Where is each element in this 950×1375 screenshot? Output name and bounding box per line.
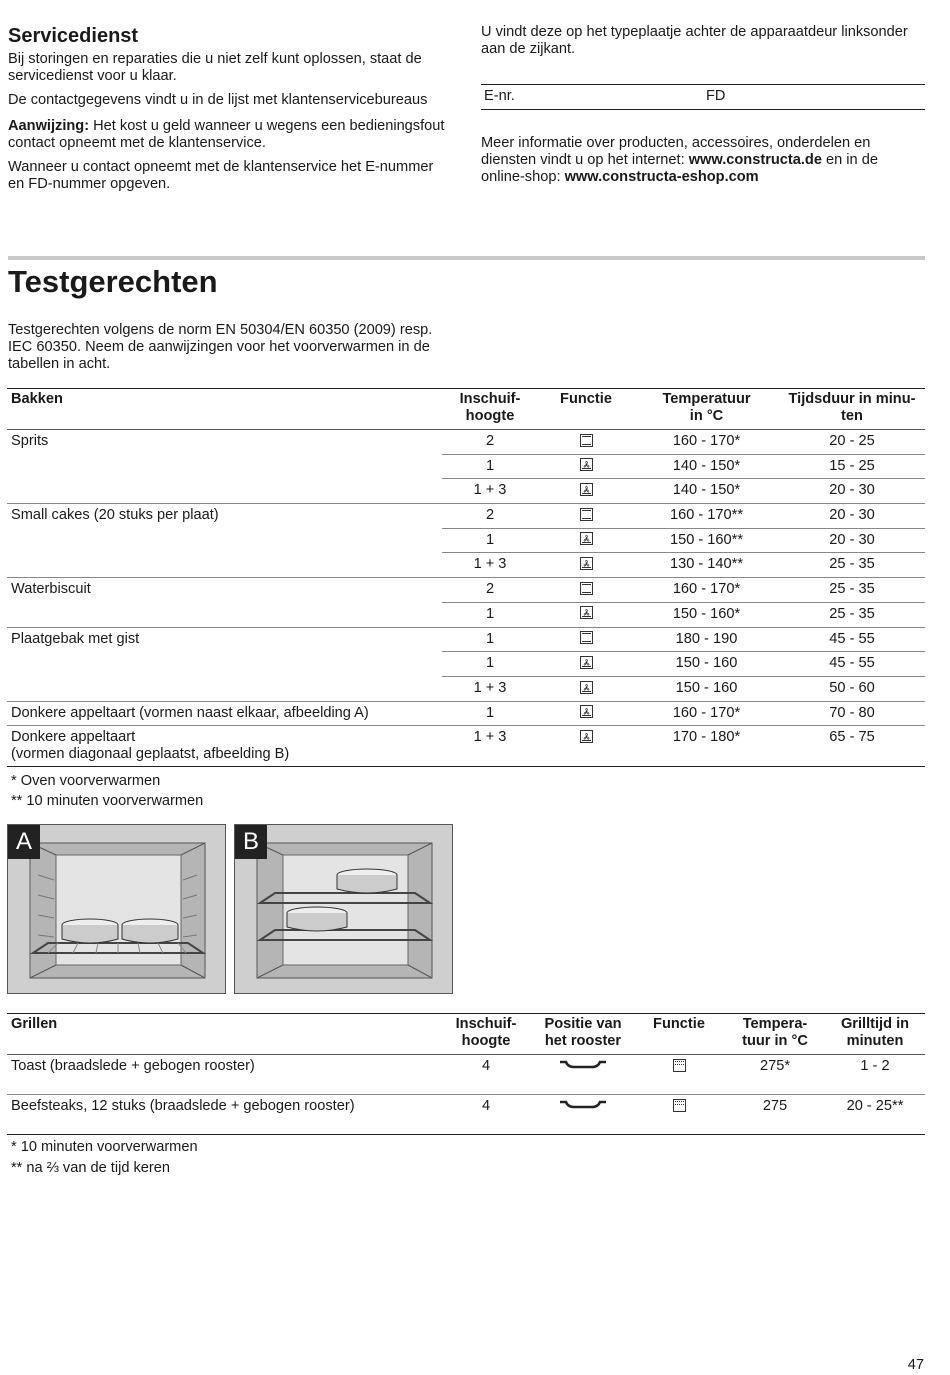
cell-function	[538, 504, 634, 529]
fd-label: FD	[706, 88, 726, 104]
cell-function	[538, 627, 634, 652]
grill-footnote-2: ** na ⅔ van de tijd keren	[11, 1160, 171, 1176]
hot-air-icon	[580, 606, 593, 619]
curved-rack-icon	[558, 1058, 608, 1070]
service-right-column	[481, 24, 925, 186]
cell-dish: Donkere appeltaart (vormen diagonaal geplaatst, afbeelding B)	[11, 729, 290, 763]
table-row	[7, 1055, 925, 1095]
cell-d: 25 - 35	[779, 553, 925, 578]
cell-t: 150 - 160	[634, 652, 779, 677]
footnote-2: ** 10 minuten voorverwarmen	[11, 793, 204, 809]
cell-t: 150 - 160**	[634, 528, 779, 553]
top-bottom-heat-icon	[580, 434, 593, 447]
cell-t: 275*	[759, 1058, 791, 1074]
service-paragraph-1: Bij storingen en reparaties die u niet zelf kunt oplossen, staat de servicedienst voor u klaar.	[8, 51, 422, 84]
hot-air-icon	[580, 557, 593, 570]
cell-h: 1	[442, 652, 538, 677]
hot-air-icon	[580, 483, 593, 496]
link-constructa[interactable]: www.constructa.de	[688, 152, 822, 168]
cell-h: 1 + 3	[442, 479, 538, 504]
cell-function	[538, 479, 634, 504]
cell-dish	[7, 553, 442, 578]
cell-d: 20 - 30	[829, 507, 875, 524]
cell-h: 1	[442, 528, 538, 553]
table-row	[7, 578, 925, 603]
table-row	[7, 701, 925, 726]
curved-rack-icon	[558, 1098, 608, 1110]
hot-air-icon	[580, 458, 593, 471]
page-number: 47	[907, 1357, 924, 1373]
top-bottom-heat-icon	[580, 508, 593, 521]
cell-t: 150 - 160	[634, 676, 779, 701]
cell-t: 130 - 140**	[634, 553, 779, 578]
hot-air-icon	[580, 730, 593, 743]
table-row	[7, 676, 925, 701]
cell-d: 45 - 55	[779, 652, 925, 677]
cell-t: 160 - 170*	[672, 433, 741, 449]
hot-air-icon	[580, 705, 593, 718]
hot-air-icon	[580, 532, 593, 545]
cell-function	[538, 430, 634, 455]
cell-function	[538, 676, 634, 701]
typeplate-text: U vindt deze op het typeplaatje achter de apparaatdeur linksonder aan de zijkant.	[481, 24, 908, 57]
cell-dish	[7, 652, 442, 677]
cell-function	[538, 553, 634, 578]
cell-function	[538, 602, 634, 627]
header-bakken: Bakken	[11, 391, 63, 407]
link-constructa-eshop[interactable]: www.constructa-eshop.com	[564, 169, 759, 185]
cell-t: 150 - 160*	[634, 602, 779, 627]
cell-d: 25 - 35	[829, 581, 875, 598]
table-row	[7, 528, 925, 553]
table-row	[7, 479, 925, 504]
cell-t: 170 - 180*	[672, 729, 741, 746]
oven-a-illustration	[8, 825, 225, 993]
cell-d: 20 - 30	[779, 479, 925, 504]
cell-dish: Waterbiscuit	[11, 581, 91, 598]
cell-dish: Beefsteaks, 12 stuks (braadslede + gebogen rooster)	[11, 1098, 355, 1114]
hot-air-icon	[580, 681, 593, 694]
cell-d: 1 - 2	[860, 1058, 890, 1074]
header-positie-rooster: Positie van het rooster	[544, 1016, 622, 1049]
cell-d: 50 - 60	[779, 676, 925, 701]
cell-dish	[7, 602, 442, 627]
more-info-text	[481, 135, 925, 186]
table-row	[7, 627, 925, 652]
table-row	[7, 652, 925, 677]
cell-function	[538, 528, 634, 553]
grill-icon	[673, 1059, 686, 1072]
cell-d: 20 - 25	[829, 433, 875, 449]
top-bottom-heat-icon	[580, 582, 593, 595]
more-info-text-b: en in de online-shop:	[481, 152, 878, 185]
grill-footnote-1: * 10 minuten voorverwarmen	[11, 1139, 198, 1155]
cell-dish: Plaatgebak met gist	[11, 630, 140, 647]
enr-fd-box	[481, 84, 925, 110]
top-bottom-heat-icon	[580, 631, 593, 644]
service-note	[8, 118, 448, 152]
service-section	[8, 24, 448, 193]
cell-d: 20 - 25**	[846, 1098, 904, 1114]
figure-b-label: B	[235, 825, 267, 859]
enr-label: E-nr.	[484, 88, 515, 104]
table-row	[7, 504, 925, 529]
cell-dish	[7, 479, 442, 504]
cell-dish	[7, 454, 442, 479]
cell-dish: Toast (braadslede + gebogen rooster)	[11, 1058, 255, 1074]
cell-h: 1 + 3	[442, 553, 538, 578]
cell-t: 275	[762, 1098, 788, 1114]
header-inschuifhoogte: Inschuif- hoogte	[459, 391, 521, 424]
cell-t: 140 - 150*	[634, 479, 779, 504]
cell-h: 1 + 3	[473, 729, 507, 746]
cell-h: 1 + 3	[442, 676, 538, 701]
header-grillen: Grillen	[11, 1016, 58, 1032]
header-grilltijd: Grilltijd in minuten	[840, 1016, 910, 1049]
table-row	[7, 454, 925, 479]
footnote-1: * Oven voorverwarmen	[11, 773, 161, 789]
table-row	[7, 602, 925, 627]
cell-h: 4	[481, 1058, 491, 1074]
table-row	[7, 1095, 925, 1135]
table-row	[7, 553, 925, 578]
header-inschuifhoogte: Inschuif- hoogte	[455, 1016, 517, 1049]
cell-h: 1	[442, 454, 538, 479]
cell-d: 65 - 75	[829, 729, 875, 746]
cell-dish: Sprits	[11, 433, 49, 449]
cell-d: 20 - 30	[779, 528, 925, 553]
header-functie: Functie	[560, 391, 612, 407]
hot-air-icon	[580, 656, 593, 669]
more-info-text-a: Meer informatie over producten, accessoires, onderdelen en diensten vindt u op het internet:	[481, 135, 871, 168]
cell-d: 70 - 80	[829, 704, 875, 721]
cell-function	[538, 454, 634, 479]
grillen-footnotes	[11, 1139, 198, 1177]
cell-function	[538, 701, 634, 726]
grillen-table	[7, 1013, 925, 1135]
table-row	[7, 726, 925, 767]
cell-function	[538, 578, 634, 603]
cell-d: 25 - 35	[779, 602, 925, 627]
cell-t: 160 - 170*	[672, 704, 741, 721]
cell-rack-position	[533, 1095, 633, 1135]
figure-a	[7, 824, 226, 994]
cell-h: 2	[485, 507, 495, 524]
cell-dish: Small cakes (20 stuks per plaat)	[11, 507, 219, 524]
cell-d: 45 - 55	[829, 630, 875, 647]
cell-h: 1	[442, 602, 538, 627]
cell-function	[538, 652, 634, 677]
section-divider	[8, 256, 925, 260]
cell-h: 2	[485, 581, 495, 598]
oven-b-illustration	[235, 825, 452, 993]
cell-function	[633, 1055, 725, 1095]
test-intro: Testgerechten volgens de norm EN 50304/EN 60350 (2009) resp. IEC 60350. Neem de aanwijzingen voor het voorverwarmen in de tabellen in acht.	[8, 322, 433, 372]
note-label: Aanwijzing:	[8, 118, 90, 134]
cell-dish: Donkere appeltaart (vormen naast elkaar, afbeelding A)	[11, 704, 369, 721]
cell-dish	[7, 676, 442, 701]
header-functie: Functie	[653, 1016, 705, 1032]
cell-h: 4	[481, 1098, 491, 1114]
bakken-table	[7, 388, 925, 767]
cell-function	[633, 1095, 725, 1135]
figure-b	[234, 824, 453, 994]
note-text: Het kost u geld wanneer u wegens een bedieningsfout contact opneemt met de klantenservice.	[8, 118, 445, 151]
cell-function	[538, 726, 634, 767]
header-temperatuur: Temperatuur in °C	[662, 391, 751, 424]
grillen-header-row	[7, 1014, 925, 1055]
service-paragraph-2: De contactgegevens vindt u in de lijst met klantenservicebureaus	[8, 92, 428, 108]
cell-t: 140 - 150*	[634, 454, 779, 479]
cell-t: 180 - 190	[675, 630, 738, 647]
cell-h: 1	[485, 630, 495, 647]
cell-rack-position	[533, 1055, 633, 1095]
bakken-header-row	[7, 389, 925, 430]
service-title: Servicedienst	[8, 25, 139, 47]
cell-h: 2	[485, 433, 495, 449]
cell-t: 160 - 170*	[672, 581, 741, 598]
grill-icon	[673, 1099, 686, 1112]
service-paragraph-4: Wanneer u contact opneemt met de klantenservice het E-nummer en FD-nummer opgeven.	[8, 159, 434, 192]
cell-dish	[7, 528, 442, 553]
figure-a-label: A	[8, 825, 40, 859]
cell-t: 160 - 170**	[669, 507, 744, 524]
table-row	[7, 430, 925, 455]
cell-d: 15 - 25	[779, 454, 925, 479]
test-title: Testgerechten	[8, 264, 218, 299]
bakken-footnotes	[11, 773, 203, 810]
cell-h: 1	[485, 704, 495, 721]
header-temperatuur: Tempera- tuur in °C	[742, 1016, 808, 1049]
header-tijdsduur: Tijdsduur in minu- ten	[788, 391, 916, 424]
